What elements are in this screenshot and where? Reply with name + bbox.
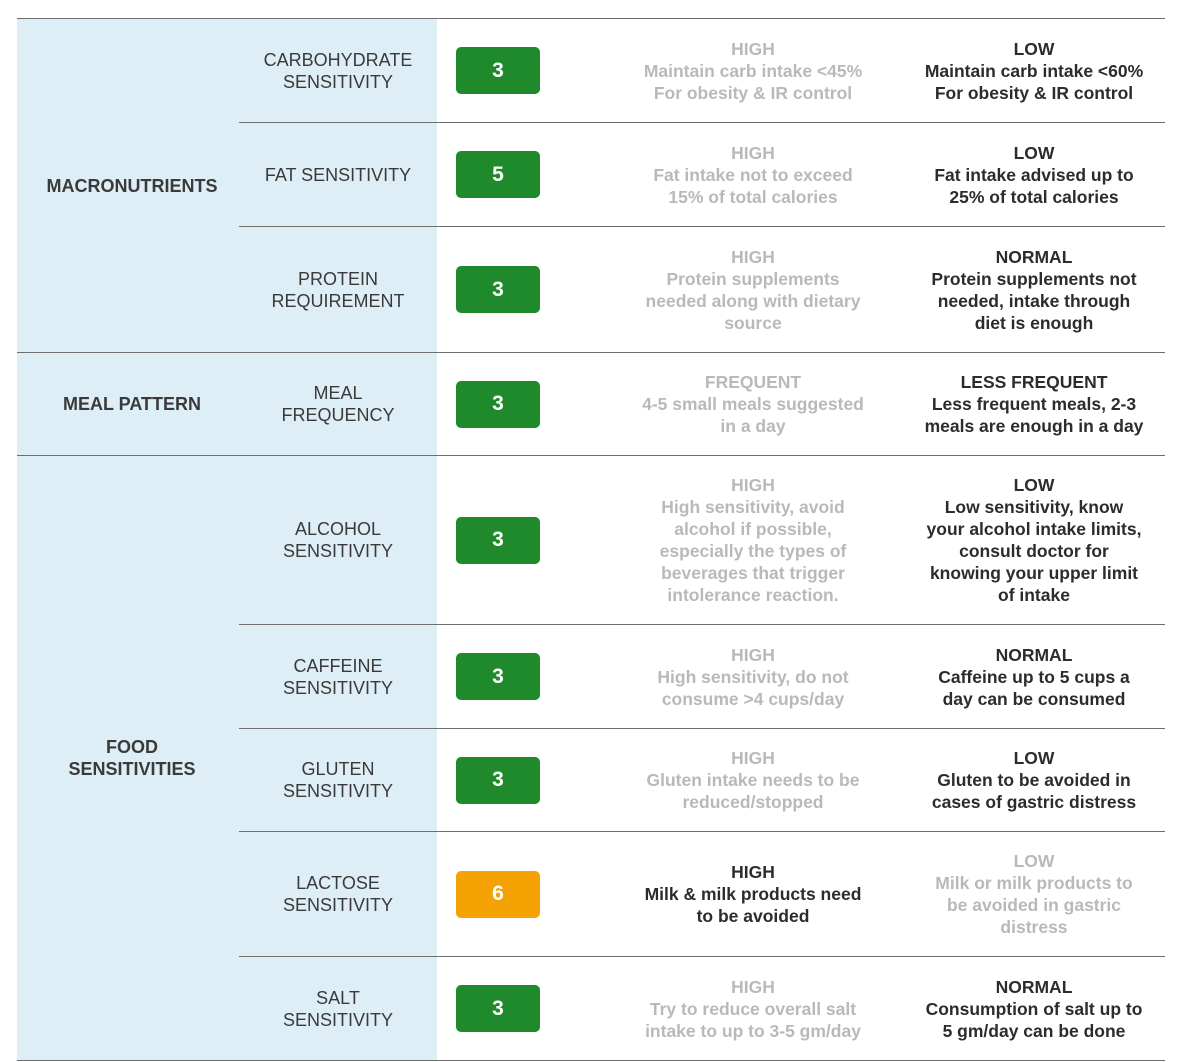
category-rows — [239, 19, 1165, 352]
trait-name: CARBOHYDRATE SENSITIVITY — [239, 19, 437, 122]
low-outcome-text: Gluten to be avoided in cases of gastric distress — [931, 770, 1137, 812]
trait-row — [239, 956, 1165, 1060]
high-outcome-label: HIGH — [731, 246, 775, 267]
score-badge: 3 — [456, 266, 540, 313]
low-outcome — [903, 19, 1165, 122]
trait-name: MEAL FREQUENCY — [239, 353, 437, 455]
category-label: FOOD SENSITIVITIES — [17, 456, 239, 1060]
low-outcome-label: NORMAL — [995, 246, 1073, 267]
high-outcome — [603, 353, 903, 455]
low-outcome-text: Less frequent meals, 2-3 meals are enough in a day — [924, 394, 1144, 436]
trait-row — [239, 226, 1165, 352]
score-cell — [437, 123, 603, 226]
trait-row — [239, 19, 1165, 122]
high-outcome-text: Gluten intake needs to be reduced/stopped — [646, 770, 860, 812]
low-outcome — [903, 456, 1165, 624]
low-outcome-text: Fat intake advised up to 25% of total calories — [934, 164, 1134, 207]
low-outcome-label: LOW — [1013, 851, 1055, 871]
score-badge: 3 — [456, 47, 540, 94]
score-cell — [437, 19, 603, 122]
trait-name: GLUTEN SENSITIVITY — [239, 729, 437, 831]
score-badge: 3 — [456, 985, 540, 1032]
high-outcome — [603, 456, 903, 624]
nutrition-report-table — [17, 18, 1165, 1061]
low-outcome-text: Milk or milk products to be avoided in gastric distress — [935, 873, 1133, 937]
high-outcome — [603, 832, 903, 956]
high-outcome — [603, 227, 903, 352]
high-outcome-text: Maintain carb intake <45% For obesity & IR control — [643, 60, 863, 103]
high-outcome-text: 4-5 small meals suggested in a day — [642, 394, 864, 436]
score-badge: 3 — [456, 381, 540, 428]
low-outcome — [903, 625, 1165, 728]
score-badge: 3 — [456, 517, 540, 564]
low-outcome-text: Protein supplements not needed, intake through diet is enough — [931, 268, 1137, 333]
score-cell — [437, 625, 603, 728]
low-outcome-label: LOW — [1013, 475, 1055, 495]
low-outcome-label: LOW — [1013, 748, 1055, 768]
score-cell — [437, 832, 603, 956]
category-group — [17, 456, 1165, 1061]
score-cell — [437, 729, 603, 831]
score-cell — [437, 353, 603, 455]
low-outcome — [903, 729, 1165, 831]
low-outcome-text: Low sensitivity, know your alcohol intake limits, consult doctor for knowing your upper limit of intake — [926, 497, 1142, 605]
high-outcome-label: HIGH — [731, 142, 775, 163]
trait-row — [239, 456, 1165, 624]
high-outcome-label: HIGH — [731, 748, 775, 768]
score-cell — [437, 456, 603, 624]
low-outcome — [903, 957, 1165, 1060]
low-outcome-label: LOW — [1013, 142, 1055, 163]
low-outcome-label: LESS FREQUENT — [960, 372, 1108, 392]
category-rows — [239, 353, 1165, 455]
trait-name: PROTEIN REQUIREMENT — [239, 227, 437, 352]
high-outcome — [603, 123, 903, 226]
high-outcome-label: FREQUENT — [704, 372, 802, 392]
high-outcome-text: High sensitivity, avoid alcohol if possible, especially the types of beverages that trigger intolerance reaction. — [659, 497, 847, 605]
low-outcome-label: LOW — [1013, 38, 1055, 59]
high-outcome-label: HIGH — [731, 38, 775, 59]
high-outcome-text: High sensitivity, do not consume >4 cups/day — [657, 666, 849, 709]
low-outcome-text: Consumption of salt up to 5 gm/day can be done — [925, 998, 1143, 1041]
trait-row — [239, 624, 1165, 728]
category-label: MEAL PATTERN — [17, 353, 239, 455]
trait-name: CAFFEINE SENSITIVITY — [239, 625, 437, 728]
high-outcome-text: Milk & milk products need to be avoided — [644, 884, 862, 926]
low-outcome-text: Caffeine up to 5 cups a day can be consumed — [938, 666, 1130, 709]
low-outcome-label: NORMAL — [995, 976, 1073, 997]
trait-name: LACTOSE SENSITIVITY — [239, 832, 437, 956]
low-outcome — [903, 353, 1165, 455]
category-label: MACRONUTRIENTS — [17, 19, 239, 352]
score-badge: 3 — [456, 757, 540, 804]
high-outcome — [603, 957, 903, 1060]
high-outcome — [603, 625, 903, 728]
trait-row — [239, 122, 1165, 226]
category-rows — [239, 456, 1165, 1060]
score-badge: 5 — [456, 151, 540, 198]
high-outcome-label: HIGH — [731, 475, 775, 495]
low-outcome — [903, 123, 1165, 226]
score-badge: 3 — [456, 653, 540, 700]
trait-name: ALCOHOL SENSITIVITY — [239, 456, 437, 624]
score-cell — [437, 957, 603, 1060]
low-outcome-text: Maintain carb intake <60% For obesity & IR control — [924, 60, 1144, 103]
trait-row — [239, 353, 1165, 455]
trait-row — [239, 831, 1165, 956]
trait-row — [239, 728, 1165, 831]
high-outcome-text: Protein supplements needed along with dietary source — [645, 268, 861, 333]
high-outcome-text: Fat intake not to exceed 15% of total calories — [653, 164, 853, 207]
low-outcome — [903, 832, 1165, 956]
high-outcome — [603, 729, 903, 831]
score-badge: 6 — [456, 871, 540, 918]
low-outcome-label: NORMAL — [995, 644, 1073, 665]
high-outcome-label: HIGH — [731, 862, 775, 882]
low-outcome — [903, 227, 1165, 352]
category-group — [17, 18, 1165, 353]
high-outcome-label: HIGH — [731, 644, 775, 665]
trait-name: FAT SENSITIVITY — [239, 123, 437, 226]
high-outcome — [603, 19, 903, 122]
high-outcome-label: HIGH — [731, 976, 775, 997]
trait-name: SALT SENSITIVITY — [239, 957, 437, 1060]
high-outcome-text: Try to reduce overall salt intake to up to 3-5 gm/day — [645, 998, 861, 1041]
score-cell — [437, 227, 603, 352]
category-group — [17, 353, 1165, 456]
